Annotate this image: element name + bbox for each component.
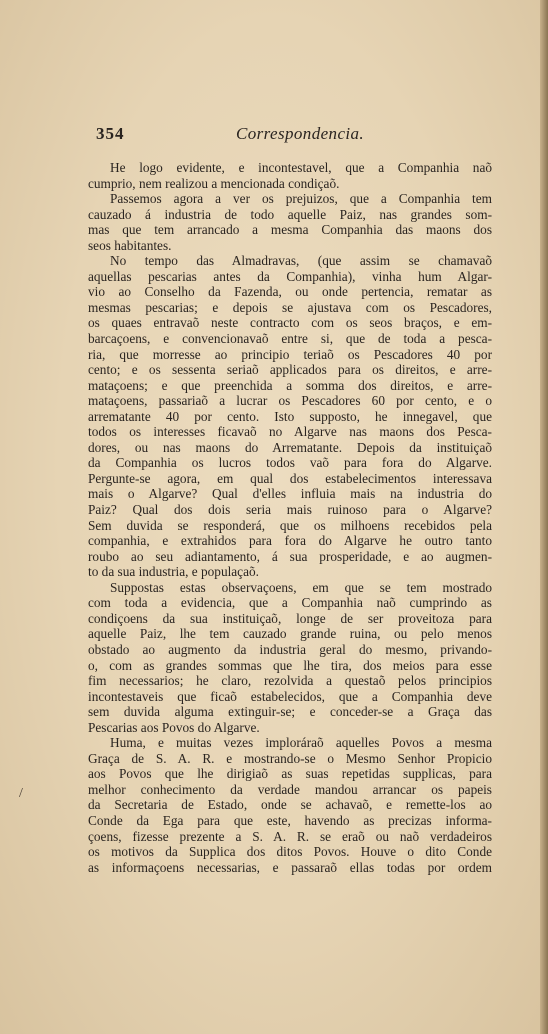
text-line: melhor conhecimento da verdade mandou arrancar os papeis — [88, 781, 492, 797]
text-line: mataçoens, passariaõ a lucrar os Pescadores 60 por cento, e o — [88, 393, 492, 409]
text-line: seos habitantes. — [88, 237, 172, 253]
text-line: vio ao Conselho da Fazenda, ou onde pertencia, rematar as — [88, 284, 492, 300]
text-line: barcaçoens, e convencionavaõ entre si, que de toda a pesca- — [88, 331, 492, 347]
text-line: Pescarias aos Povos do Algarve. — [88, 719, 260, 735]
text-line: roubo ao seu adiantamento, á sua prosperidade, e ao augmen- — [88, 548, 492, 564]
text-line: Sem duvida se responderá, que os milhoens recebidos pela — [88, 517, 492, 533]
text-line: Pergunte-se agora, em qual dos estabelecimentos interessava — [88, 470, 492, 486]
text-line: obstado ao augmento da industria geral do mesmo, privando- — [88, 641, 492, 657]
text-line: os quaes entravaõ neste contracto com os seos braços, e em- — [88, 315, 492, 331]
text-line: Passemos agora a ver os prejuizos, que a Companhia tem — [110, 191, 492, 207]
page-number: 354 — [96, 124, 125, 143]
text-line: Paiz? Qual dos dois seria mais ruinoso para o Algarve? — [88, 502, 492, 518]
body-text — [88, 160, 492, 875]
text-line: os motivos da Supplica dos ditos Povos. Houve o dito Conde — [88, 844, 492, 860]
text-line: condiçoens da sua instituiçaõ, longe de ser proveitoza para — [88, 610, 492, 626]
text-line: mais o Algarve? Qual d'elles influia mais na industria do — [88, 486, 492, 502]
running-title: Correspondencia. — [236, 124, 365, 143]
text-line: da Companhia os lucros todos vaõ para fora do Algarve. — [88, 455, 492, 471]
margin-pencil-mark: / — [19, 786, 23, 801]
text-line: cauzado á industria de todo aquelle Paiz, nas grandes som- — [88, 206, 492, 222]
text-line: todos os interesses ficavaõ no Algarve nas maons dos Pesca- — [88, 424, 492, 440]
text-line: incontestaveis que ficaõ estabelecidos, que a Companhia deve — [88, 688, 492, 704]
text-line: dores, ou nas maons do Arrematante. Depois da instituiçaõ — [88, 439, 492, 455]
text-line: ria, que morresse ao principio teriaõ os Pescadores 40 por — [88, 346, 492, 362]
text-line: He logo evidente, e incontestavel, que a Companhia naõ — [110, 160, 492, 175]
text-line: mesmas pescarias; e depois se ajustava com os Pescadores, — [88, 299, 492, 315]
text-line: sem duvida alguma extinguir-se; e conceder-se a Graça das — [88, 704, 492, 720]
text-line: fim necessarios; he claro, rezolvida a questaõ pelos principios — [88, 673, 492, 689]
text-line: o, com as grandes sommas que lhe tira, dos meios para esse — [88, 657, 492, 673]
text-line: da Secretaria de Estado, onde se achavaõ, e remette-los ao — [88, 797, 492, 813]
text-line: companhia, e extrahidos para fora do Algarve he outro tanto — [88, 533, 492, 549]
text-line: Conde da Ega para que este, havendo as precizas informa- — [88, 812, 492, 828]
text-line: to da sua industria, e populaçaõ. — [88, 564, 259, 580]
text-line: cento; e os sessenta seriaõ applicados para os direitos, e arre- — [88, 362, 492, 378]
text-line: aquelle Paiz, lhe tem cauzado grande ruina, ou pelo menos — [88, 626, 492, 642]
text-line: as informaçoens necessarias, e passaraõ ellas todas por ordem — [88, 859, 492, 875]
text-line: com toda a evidencia, que a Companhia naõ cumprindo as — [88, 595, 492, 611]
text-line: aquellas pescarias antes da Companhia), vinha hum Algar- — [88, 268, 492, 284]
text-line: mas que tem arrancado a mesma Companhia das maons dos — [88, 222, 492, 238]
page-gutter-shadow — [540, 0, 548, 1034]
text-line: çoens, fizesse prezente a S. A. R. se eraõ ou naõ verdadeiros — [88, 828, 492, 844]
text-line: No tempo das Almadravas, (que assim se chamavaõ — [110, 253, 492, 269]
text-line: aos Povos que lhe dirigiaõ as suas repetidas supplicas, para — [88, 766, 492, 782]
text-line: arrematante 40 por cento. Isto supposto, he innegavel, que — [88, 408, 492, 424]
text-line: mataçoens; e que preenchida a somma dos direitos, e arre- — [88, 377, 492, 393]
text-line: Huma, e muitas vezes imploráraõ aquelles Povos a mesma — [110, 735, 492, 751]
text-line: Graça de S. A. R. e mostrando-se o Mesmo Senhor Propicio — [88, 750, 492, 766]
text-line: cumprio, nem realizou a mencionada condiçaõ. — [88, 175, 340, 191]
text-line: Suppostas estas observaçoens, em que se tem mostrado — [110, 579, 492, 595]
running-header — [96, 124, 492, 148]
